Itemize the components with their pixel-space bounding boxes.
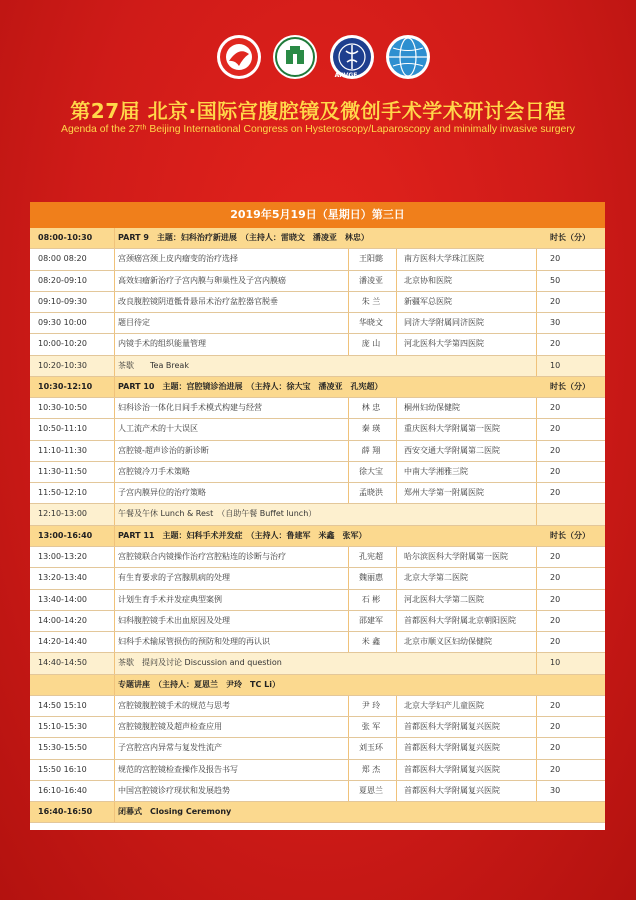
column-divider [348,696,349,716]
duration-cell: 30 [550,318,561,328]
column-divider [348,441,349,461]
column-divider [348,590,349,610]
column-divider [348,419,349,439]
topic-cell: 有生育要求的子宫腺肌病的处理 [118,573,230,583]
topic-cell: 闭幕式 Closing Ceremony [118,807,232,817]
table-row [30,696,605,717]
topic-cell: 妇科诊治一体化日间手术模式构建与经营 [118,403,262,413]
table-row [30,590,605,611]
duration-cell: 20 [550,403,561,413]
section-row [30,802,605,823]
institution-cell [404,526,542,546]
topic-cell: 妇科手术输尿管损伤的预防和处理的再认识 [118,637,270,647]
duration-cell: 时长（分） [550,233,590,242]
duration-cell: 20 [550,339,561,349]
time-cell: 08:20-09:10 [38,275,87,285]
table-row [30,441,605,462]
speaker-cell: 米 鑫 [361,637,381,647]
section-row [30,228,605,249]
speaker-cell: 魏丽惠 [359,573,383,583]
speaker-cell [352,653,390,673]
duration-cell [542,675,605,695]
globe-logo-icon [385,34,431,80]
time-cell: 09:10-09:30 [38,296,87,306]
speaker-cell: 潘凌亚 [359,275,383,285]
society-logo-icon [216,34,262,80]
speaker-cell: 林 忠 [361,403,381,413]
section-row [30,526,605,547]
topic-cell: 宫腔镜-超声诊治的新诊断 [118,445,209,455]
duration-cell: 20 [550,700,561,710]
institution-cell: 桐州妇幼保健院 [404,403,460,413]
time-cell: 15:10-15:30 [38,722,87,732]
logo-row [0,34,636,84]
duration-cell: 30 [550,785,561,795]
speaker-cell: 邵建军 [359,615,383,625]
time-cell: 15:30-15:50 [38,743,87,753]
institution-cell: 北京市顺义区妇幼保健院 [404,637,492,647]
column-divider [348,313,349,333]
agenda-table [30,202,605,830]
institution-cell: 中南大学湘雅三院 [404,466,468,476]
institution-cell [404,802,542,822]
speaker-cell [352,526,390,546]
speaker-cell: 华晓文 [359,318,383,328]
institution-cell: 首都医科大学附属复兴医院 [404,743,500,753]
column-divider [348,717,349,737]
column-divider [396,398,397,418]
institution-cell: 同济大学附属同济医院 [404,318,484,328]
speaker-cell [352,675,390,695]
table-row [30,249,605,270]
break-row [30,653,605,674]
institution-cell: 郑州大学第一附属医院 [404,488,484,498]
institution-cell [404,377,542,397]
institution-cell: 西安交通大学附属第二医院 [404,445,500,455]
day-header: 2019年5月19日（星期日）第三日 [30,202,605,228]
column-divider [396,781,397,801]
table-row [30,334,605,355]
column-divider [396,611,397,631]
column-divider [396,738,397,758]
column-divider [348,334,349,354]
topic-cell: 宫腔镜联合内镜操作治疗宫腔粘连的诊断与治疗 [118,551,286,561]
time-cell: 10:30-12:10 [38,381,93,391]
duration-cell: 20 [550,551,561,561]
duration-cell: 20 [550,594,561,604]
column-divider [396,249,397,269]
table-row [30,547,605,568]
institution-cell [404,675,542,695]
speaker-cell: 尹 玲 [361,700,381,710]
topic-cell: 中国宫腔镜诊疗现状和发展趋势 [118,785,230,795]
table-row [30,738,605,759]
topic-cell: 人工流产术的十大误区 [118,424,198,434]
column-divider [396,568,397,588]
topic-cell: PART 11 主题：妇科手术并发症 （主持人：鲁建军 米鑫 张军） [118,530,367,540]
column-divider [348,781,349,801]
table-row [30,313,605,334]
topic-cell: 宫颈癌宫颈上皮内瘤变的治疗选择 [118,254,238,264]
column-divider [348,738,349,758]
duration-cell: 20 [550,637,561,647]
column-divider [396,760,397,780]
column-divider [348,398,349,418]
institution-cell: 新疆军总医院 [404,296,452,306]
time-cell: 14:00-14:20 [38,615,87,625]
time-cell: 16:40-16:50 [38,807,93,817]
time-cell: 14:50 15:10 [38,700,87,710]
institution-cell [404,504,542,524]
speaker-cell [352,377,390,397]
speaker-cell: 庞 山 [361,339,381,349]
time-cell: 13:00-16:40 [38,530,93,540]
column-divider [396,334,397,354]
institution-cell: 首都医科大学附属复兴医院 [404,785,500,795]
speaker-cell: 朱 兰 [361,296,381,306]
speaker-cell: 王阳懿 [359,254,383,264]
column-divider [348,760,349,780]
institution-cell [404,228,542,248]
column-divider [396,419,397,439]
duration-cell: 50 [550,275,561,285]
institution-cell [404,356,542,376]
topic-cell: 高效妇瘤新治疗子宫内膜与卵巢性及子宫内膜癌 [118,275,286,285]
section-row [30,675,605,696]
institution-cell: 南方医科大学珠江医院 [404,254,484,264]
speaker-cell: 石 彬 [361,594,381,604]
topic-cell: 题目待定 [118,318,150,328]
column-divider [348,292,349,312]
speaker-cell: 秦 瑛 [361,424,381,434]
break-row [30,356,605,377]
topic-cell: 规范的宫腔镜检查操作及报告书写 [118,764,238,774]
column-divider [396,696,397,716]
duration-cell: 20 [550,296,561,306]
duration-cell: 20 [550,743,561,753]
topic-cell: PART 10 主题：宫腔镜诊治进展 （主持人：徐大宝 潘凌亚 孔宪超） [118,381,383,391]
duration-cell: 20 [550,722,561,732]
time-cell: 08:00-10:30 [38,233,93,242]
speaker-cell [352,504,390,524]
duration-cell: 10 [550,360,561,370]
speaker-cell: 孔宪超 [359,551,383,561]
duration-cell [542,802,605,822]
speaker-cell: 徐大宝 [359,466,383,476]
topic-cell: 宫腔镜腹腔镜手术的规范与思考 [118,700,230,710]
time-cell: 10:00-10:20 [38,339,87,349]
institution-cell: 首都医科大学附属复兴医院 [404,764,500,774]
column-divider [396,441,397,461]
topic-cell: 内镜手术的组织能量管理 [118,339,206,349]
institution-cell: 首都医科大学附属北京朝阳医院 [404,615,516,625]
institution-cell [404,653,542,673]
speaker-cell: 薛 翔 [361,445,381,455]
speaker-cell [352,228,390,248]
column-divider [348,568,349,588]
table-row [30,398,605,419]
table-row [30,271,605,292]
table-row [30,483,605,504]
time-cell: 14:40-14:50 [38,658,87,668]
column-divider [396,590,397,610]
topic-cell: 茶歇 Tea Break [118,360,189,370]
duration-cell: 20 [550,764,561,774]
break-row [30,504,605,525]
time-cell: 15:50 16:10 [38,764,87,774]
speaker-cell: 张 军 [361,722,381,732]
column-divider [396,632,397,652]
table-row [30,760,605,781]
time-cell: 12:10-13:00 [38,509,87,519]
duration-cell [542,504,605,524]
speaker-cell: 孟晓洪 [359,488,383,498]
table-row [30,568,605,589]
duration-cell: 20 [550,445,561,455]
duration-cell: 时长（分） [550,381,590,391]
time-cell: 11:30-11:50 [38,466,87,476]
column-divider [348,483,349,503]
topic-cell: 妇科腹腔镜手术出血原因及处理 [118,615,230,625]
column-divider [348,249,349,269]
duration-cell: 20 [550,254,561,264]
time-cell: 13:40-14:00 [38,594,87,604]
time-cell: 14:20-14:40 [38,637,87,647]
column-divider [348,611,349,631]
column-divider [396,717,397,737]
topic-cell: 子宫腔宫内异常与复发性流产 [118,743,222,753]
table-row [30,292,605,313]
table-row [30,717,605,738]
time-cell: 10:20-10:30 [38,360,87,370]
column-divider [396,313,397,333]
institution-cell: 重庆医科大学附属第一医院 [404,424,500,434]
column-divider [396,292,397,312]
duration-cell: 20 [550,573,561,583]
column-divider [396,462,397,482]
time-cell: 08:00 08:20 [38,254,87,264]
column-divider [348,271,349,291]
column-divider [396,483,397,503]
topic-cell: 茶歇 提问及讨论 Discussion and question [118,658,282,668]
time-cell: 10:30-10:50 [38,403,87,413]
table-row [30,419,605,440]
duration-cell: 时长（分） [550,530,590,540]
topic-cell: 子宫内膜异位的治疗策略 [118,488,206,498]
institution-cell: 河北医科大学第二医院 [404,594,484,604]
duration-cell: 20 [550,424,561,434]
topic-cell: 宫腔镜冷刀手术策略 [118,466,190,476]
institution-cell: 北京大学第二医院 [404,573,468,583]
time-cell: 09:30 10:00 [38,318,87,328]
topic-cell: 改良腹腔镜阴道骶骨悬吊术治疗盆腔器官脱垂 [118,296,278,306]
speaker-cell: 郑 杰 [361,764,381,774]
topic-cell: PART 9 主题：妇科治疗新进展 （主持人：雷晓文 潘凌亚 林忠） [118,233,369,242]
time-cell: 13:00-13:20 [38,551,87,561]
duration-cell: 20 [550,466,561,476]
logo-caption: APVGE [334,72,358,79]
topic-cell: 专题讲座 （主持人：夏恩兰 尹玲 TC Li） [118,679,280,689]
topic-cell: 宫腔镜腹腔镜及超声检查应用 [118,722,222,732]
column-divider [396,547,397,567]
section-row [30,377,605,398]
association-logo-icon [272,34,318,80]
time-cell: 11:10-11:30 [38,445,87,455]
speaker-cell [352,356,390,376]
column-divider [348,462,349,482]
page-title: 第27届 北京·国际宫腹腔镜及微创手术学术研讨会日程 [70,99,566,123]
time-cell: 11:50-12:10 [38,488,87,498]
table-row [30,781,605,802]
column-divider [348,547,349,567]
institution-cell: 北京大学妇产儿童医院 [404,700,484,710]
topic-cell: 计划生育手术并发症典型案例 [118,594,222,604]
speaker-cell: 夏恩兰 [359,785,383,795]
institution-cell: 首都医科大学附属复兴医院 [404,722,500,732]
page-subtitle: Agenda of the 27ᵗʰ Beijing International Congress on Hysteroscopy/Laparoscopy and minimally invasive surgery [61,124,575,135]
topic-cell: 午餐及午休 Lunch & Rest （自助午餐 Buffet lunch） [118,509,317,519]
institution-cell: 河北医科大学第四医院 [404,339,484,349]
duration-cell: 20 [550,615,561,625]
institution-cell: 哈尔滨医科大学附属第一医院 [404,551,508,561]
table-row [30,611,605,632]
time-cell [38,675,118,695]
agenda-rows [30,228,605,823]
speaker-cell [352,802,390,822]
table-row [30,462,605,483]
duration-cell: 20 [550,488,561,498]
time-cell: 13:20-13:40 [38,573,87,583]
column-divider [348,632,349,652]
time-cell: 10:50-11:10 [38,424,87,434]
time-cell: 16:10-16:40 [38,785,87,795]
institution-cell: 北京协和医院 [404,275,452,285]
speaker-cell: 刘玉环 [359,743,383,753]
column-divider [396,271,397,291]
duration-cell: 10 [550,658,561,668]
table-row [30,632,605,653]
